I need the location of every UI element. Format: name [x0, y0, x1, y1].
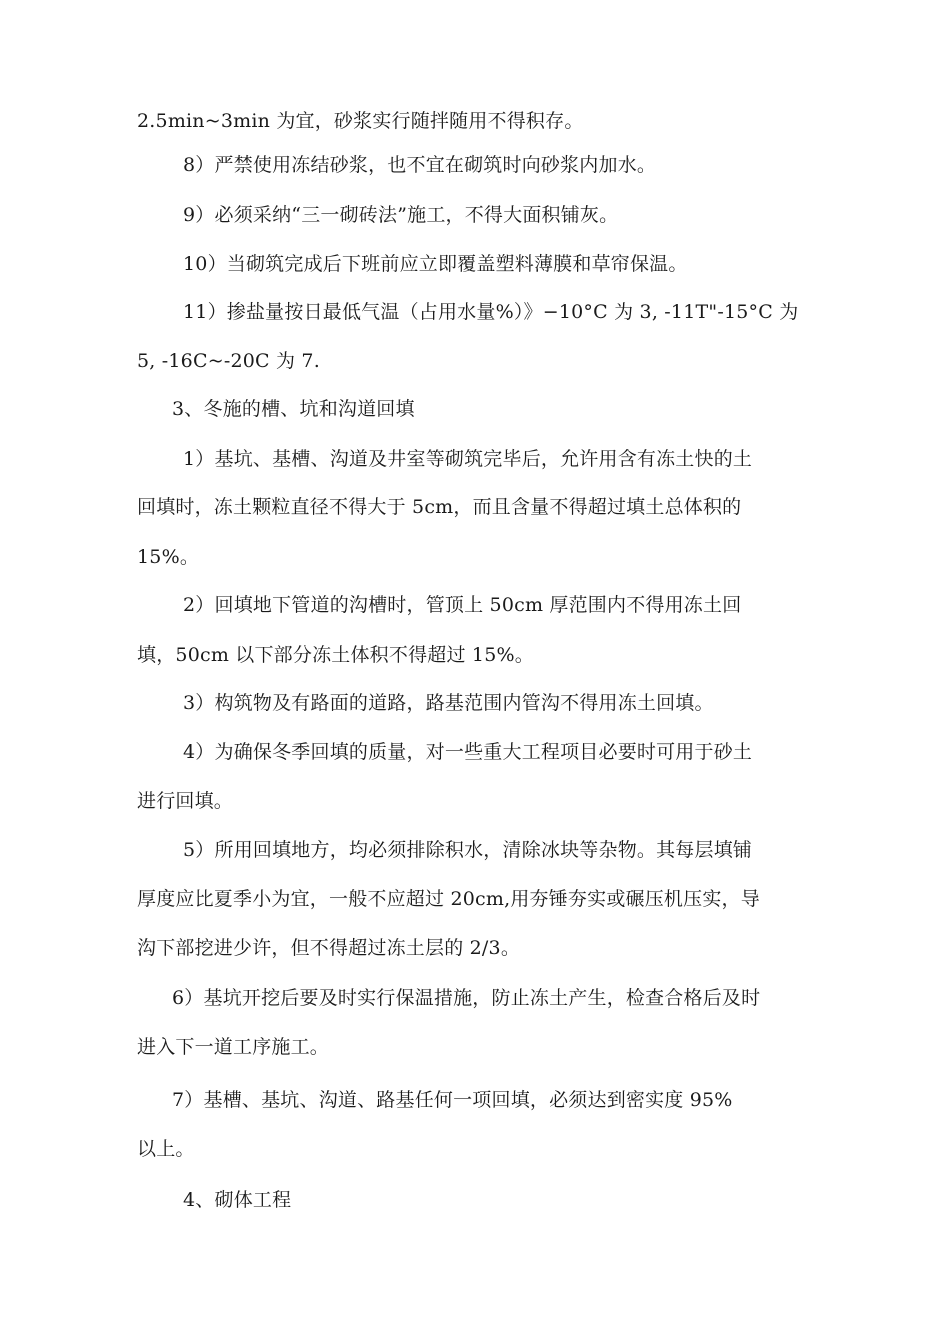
text-line: 5）所用回填地方，均必须排除积水，清除冰块等杂物。其每层填铺	[183, 839, 753, 861]
text-line: 15%。	[137, 546, 200, 568]
text-line: 2.5min~3min 为宜，砂浆实行随拌随用不得积存。	[137, 110, 584, 132]
text-line: 10）当砌筑完成后下班前应立即覆盖塑料薄膜和草帘保温。	[183, 253, 688, 275]
text-line: 以上。	[137, 1138, 195, 1160]
section-heading: 4、砌体工程	[183, 1189, 292, 1211]
text-line: 6）基坑开挖后要及时实行保温措施，防止冻土产生，检查合格后及时	[172, 987, 761, 1009]
text-line: 进入下一道工序施工。	[137, 1036, 330, 1058]
text-line: 7）基槽、基坑、沟道、路基任何一项回填，必须达到密实度 95%	[172, 1089, 733, 1111]
text-line: 11）掺盐量按日最低气温（占用水量%）》−10°C 为 3, -11T"-15°C 为	[183, 301, 799, 323]
text-line: 进行回填。	[137, 790, 234, 812]
text-line: 沟下部挖进少许，但不得超过冻土层的 2/3。	[137, 937, 521, 959]
text-line: 1）基坑、基槽、沟道及井室等砌筑完毕后，允许用含有冻土快的土	[183, 448, 753, 470]
text-line: 填，50cm 以下部分冻土体积不得超过 15%。	[137, 644, 534, 666]
text-line: 5, -16C~-20C 为 7.	[137, 350, 320, 372]
text-line: 9）必须采纳“三一砌砖法”施工，不得大面积铺灰。	[183, 204, 619, 226]
text-line: 4）为确保冬季回填的质量，对一些重大工程项目必要时可用于砂土	[183, 741, 753, 763]
text-line: 3）构筑物及有路面的道路，路基范围内管沟不得用冻土回填。	[183, 692, 714, 714]
text-line: 8）严禁使用冻结砂浆，也不宜在砌筑时向砂浆内加水。	[183, 154, 657, 176]
section-heading: 3、冬施的槽、坑和沟道回填	[172, 398, 415, 420]
text-line: 2）回填地下管道的沟槽时，管顶上 50cm 厚范围内不得用冻土回	[183, 594, 742, 616]
text-line: 厚度应比夏季小为宜，一般不应超过 20cm,用夯锤夯实或碾压机压实，导	[137, 888, 760, 910]
text-line: 回填时，冻土颗粒直径不得大于 5cm，而且含量不得超过填土总体积的	[137, 496, 742, 518]
